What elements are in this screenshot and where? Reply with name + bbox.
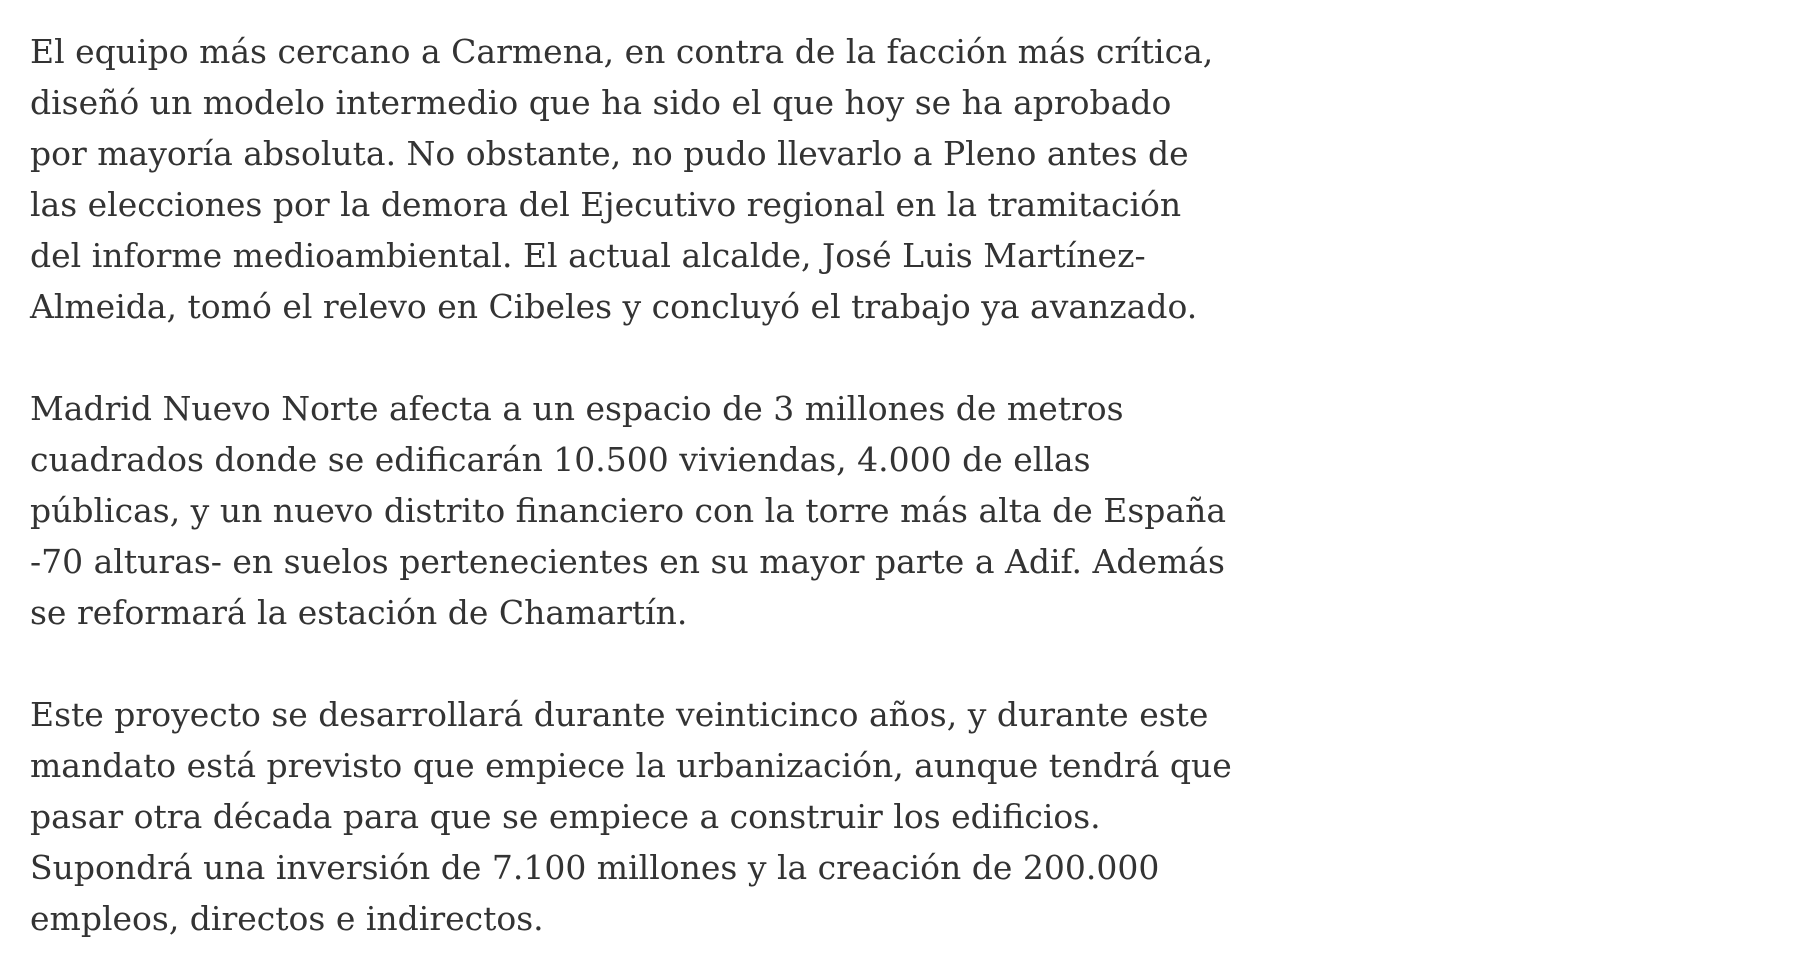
text-line: El equipo más cercano a Carmena, en contra de la facción más crítica, [30,32,1214,71]
paragraph-carmena-model [30,26,1214,332]
text-line: empleos, directos e indirectos. [30,899,544,938]
paragraph-madrid-nuevo-norte [30,383,1227,638]
text-line: Este proyecto se desarrollará durante veinticinco años, y durante este [30,695,1209,734]
text-line: cuadrados donde se edificarán 10.500 viviendas, 4.000 de ellas [30,440,1091,479]
text-line: pasar otra década para que se empiece a construir los edificios. [30,797,1101,836]
text-line: Supondrá una inversión de 7.100 millones y la creación de 200.000 [30,848,1160,887]
text-line: Madrid Nuevo Norte afecta a un espacio de 3 millones de metros [30,389,1124,428]
article-body [30,26,1232,944]
text-line: se reformará la estación de Chamartín. [30,593,688,632]
paragraph-project-timeline [30,689,1232,944]
text-line: mandato está previsto que empiece la urbanización, aunque tendrá que [30,746,1232,785]
text-line: -70 alturas- en suelos pertenecientes en su mayor parte a Adif. Además [30,542,1225,581]
text-line: públicas, y un nuevo distrito financiero con la torre más alta de España [30,491,1227,530]
text-line: Almeida, tomó el relevo en Cibeles y concluyó el trabajo ya avanzado. [30,287,1198,326]
text-line: diseñó un modelo intermedio que ha sido el que hoy se ha aprobado [30,83,1172,122]
text-line: las elecciones por la demora del Ejecutivo regional en la tramitación [30,185,1182,224]
text-line: del informe medioambiental. El actual alcalde, José Luis Martínez- [30,236,1146,275]
text-line: por mayoría absoluta. No obstante, no pudo llevarlo a Pleno antes de [30,134,1189,173]
